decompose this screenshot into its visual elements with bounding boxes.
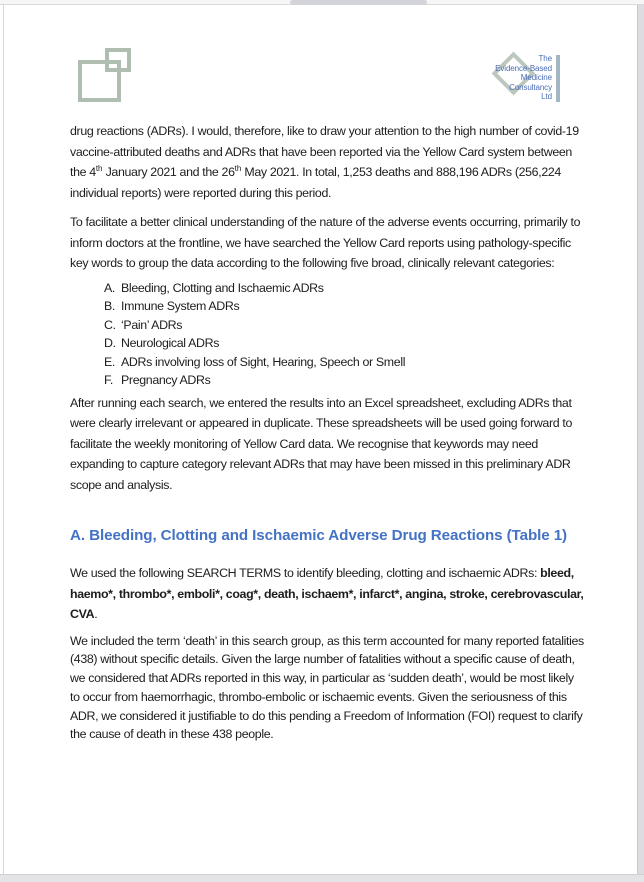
right-edge-gutter: [637, 5, 644, 882]
text-run: We used the following SEARCH TERMS to identify bleeding, clotting and ischaemic ADRs:: [70, 566, 541, 580]
logo-text-line: Medicine: [520, 73, 552, 83]
list-item-label: Neurological ADRs: [121, 336, 220, 350]
bottom-edge-gutter: [0, 874, 644, 882]
top-scrollbar-thumb[interactable]: [290, 0, 427, 5]
logo-text-line: Ltd: [541, 92, 552, 102]
text-run: drug reactions (ADRs). I would, therefore, like to draw your attention to the high number of covid-19 vaccine-attributed deaths and ADRs that have been reported via the Yellow Card system between the 4: [70, 124, 579, 179]
page-left-border: [3, 5, 4, 875]
list-item-immune: [70, 297, 586, 316]
list-item-pain: [70, 316, 586, 335]
list-item-bleeding: [70, 279, 586, 298]
list-item-senses: [70, 353, 586, 372]
paragraph-categories-intro: To facilitate a better clinical understanding of the nature of the adverse events occurring, primarily to inform doctors at the frontline, we have searched the Yellow Card reports using pathology-specific key words to group the data according to the following five broad, clinically relevant categories:: [70, 215, 581, 270]
logo-text-line: The: [538, 54, 552, 63]
superscript-ordinal: th: [234, 163, 242, 173]
superscript-ordinal: th: [95, 163, 103, 173]
paragraph-adr-intro: [70, 121, 586, 203]
list-item-pregnancy: [70, 371, 586, 390]
list-item-label: Bleeding, Clotting and Ischaemic ADRs: [121, 280, 324, 295]
list-item-label: ‘Pain’ ADRs: [121, 317, 183, 332]
text-run: .: [94, 607, 98, 621]
search-terms-bold: bleed, haemo*, thrombo*, emboli*, coag*, death, ischaem*, infarct*, angina, stroke, cerebrovascular, CVA: [70, 566, 584, 621]
list-marker: F.: [104, 373, 113, 387]
list-marker: A.: [104, 280, 116, 295]
list-item-label: ADRs involving loss of Sight, Hearing, Speech or Smell: [121, 354, 406, 369]
logo-text-line: Evidence-Based: [495, 63, 552, 73]
document-page: [4, 5, 637, 875]
paragraph-search-terms: [70, 563, 586, 625]
paragraph-spreadsheet-method: After running each search, we entered the results into an Excel spreadsheet, excluding ADRs that were clearly irrelevant or appeared in duplicate. These spreadsheets will be used going forward to facilitate the weekly monitoring of Yellow Card data. We recognise that keywords may need expanding to capture category relevant ADRs that may have been missed in this preliminary ADR scope and analysis.: [70, 395, 573, 492]
letter-body: [70, 5, 586, 744]
list-item-label: Pregnancy ADRs: [121, 373, 211, 387]
paragraph-death-term: We included the term ‘death’ in this search group, as this term accounted for many reported fatalities (438) without specific details. Given the large number of fatalities without a specific cause of death, we considered that ADRs reported in this way, in particular as ‘sudden death’, would be most likely to occur from haemorrhagic, thrombo-embolic or ischaemic events. Given the seriousness of this ADR, we considered it justifiable to do this pending a Freedom of Information (FOI) request to clarify the cause of death in these 438 people.: [70, 633, 584, 742]
list-marker: B.: [104, 299, 116, 313]
list-marker: E.: [104, 354, 116, 369]
category-list: [70, 279, 586, 390]
text-run: May 2021. In total, 1,253 deaths and 888,196 ADRs (256,224 individual reports) were reported during this period.: [70, 165, 561, 200]
list-marker: C.: [104, 317, 116, 332]
logo-text-line: Consultancy: [509, 82, 552, 92]
list-item-neurological: [70, 334, 586, 353]
list-item-label: Immune System ADRs: [121, 299, 240, 313]
top-scrollbar-track[interactable]: [0, 0, 644, 5]
text-run: January 2021 and the 26: [102, 165, 235, 179]
section-heading: A. Bleeding, Clotting and Ischaemic Adverse Drug Reactions (Table 1): [70, 527, 568, 544]
list-marker: D.: [104, 336, 116, 350]
